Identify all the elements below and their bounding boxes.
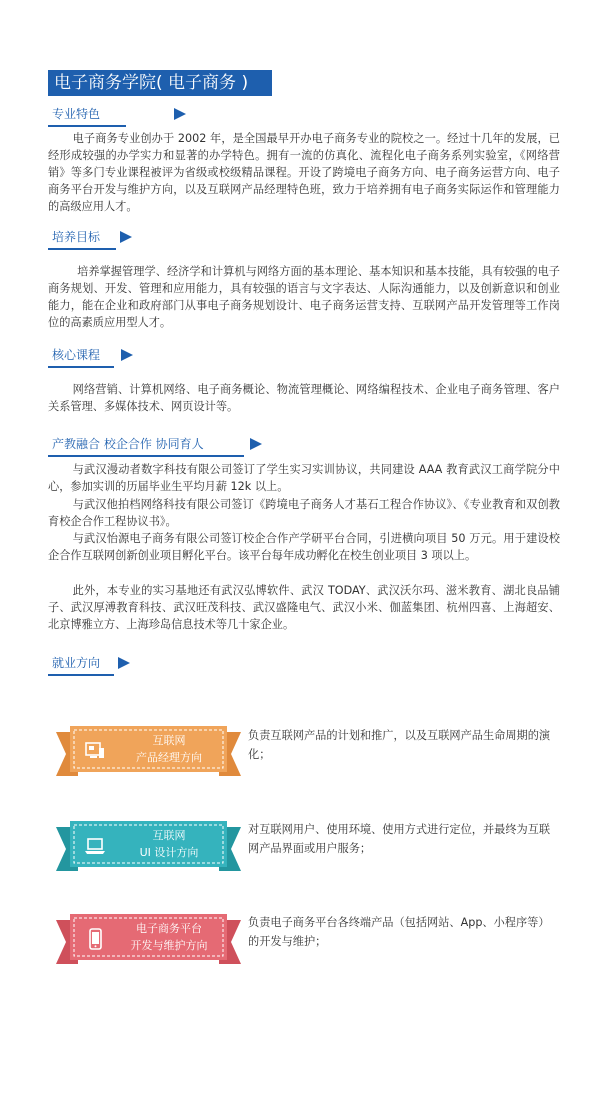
ribbon-label <box>114 732 224 766</box>
career-ribbon-platform-dev <box>56 908 241 970</box>
ribbon-line1: 互联网 <box>152 829 186 842</box>
ribbon-line2: 产品经理方向 <box>136 751 202 764</box>
section-title: 就业方向 <box>52 656 101 670</box>
section-underline <box>48 455 244 457</box>
ribbon-line1: 互联网 <box>152 734 186 747</box>
ribbon-label <box>114 827 224 861</box>
ribbon-line1: 电子商务平台 <box>136 922 202 935</box>
college-name: 电子商务学院 <box>54 73 156 93</box>
laptop-icon <box>84 835 106 857</box>
section-underline <box>48 366 114 368</box>
section-header-courses <box>48 347 148 367</box>
integration-paragraph: 与武汉怡源电子商务有限公司签订校企合作产学研平台合同，引进横向项目 50 万元。用于建设校企合作互联网创新创业项目孵化平台。该平台每年成功孵化在校生创业项目 3 项以上。 <box>48 532 560 562</box>
career-description: 负责电子商务平台各终端产品（包括网站、App、小程序等）的开发与维护； <box>248 916 550 948</box>
career-description: 对互联网用户、使用环境、使用方式进行定位，并最终为互联网产品界面或用户服务； <box>248 823 551 855</box>
arrow-icon <box>250 438 262 450</box>
ribbon-line2: 开发与维护方向 <box>130 939 208 952</box>
section-header-integration <box>48 436 278 456</box>
major-name: ( 电子商务 ) <box>156 73 249 93</box>
features-paragraph: 电子商务专业创办于 2002 年，是全国最早开办电子商务专业的院校之一。经过十几年的发展，已经形成较强的办学实力和显著的办学特色。拥有一流的仿真化、流程化电子商务系列实验室，《网络营销》等多门专业课程被评为省级或校级精品课程。开设了跨境电子商务方向、电子商务运营方向、电子商务平台开发与维护方向，以及互联网产品经理特色班，致力于培养拥有电子商务实际运作和管理能力的高级应用人才。 <box>48 132 560 213</box>
page-title <box>48 70 272 96</box>
section-header-features <box>48 106 148 126</box>
section-underline <box>48 125 126 127</box>
section-title: 核心课程 <box>52 348 101 362</box>
section-title: 专业特色 <box>52 107 101 121</box>
integration-paragraph: 与武汉他拍档网络科技有限公司签订《跨境电子商务人才基石工程合作协议》、《专业教育和双创教育校企合作工程协议书》。 <box>48 498 560 528</box>
integration-paragraph: 与武汉漫动者数字科技有限公司签订了学生实习实训协议，共同建设 AAA 教育武汉工商学院分中心，参加实训的历届毕业生平均月薪 12k 以上。 <box>48 463 560 493</box>
section-underline <box>48 248 116 250</box>
section-header-careers <box>48 655 148 675</box>
section-title: 产教融合 校企合作 协同育人 <box>52 437 204 451</box>
arrow-icon <box>121 349 133 361</box>
arrow-icon <box>118 657 130 669</box>
section-underline <box>48 674 114 676</box>
ribbon-label <box>114 920 224 954</box>
arrow-icon <box>174 108 186 120</box>
ribbon-line2: UI 设计方向 <box>139 846 199 859</box>
section-title: 培养目标 <box>52 230 101 244</box>
goals-paragraph: 培养掌握管理学、经济学和计算机与网络方面的基本理论、基本知识和基本技能，具有较强的电子商务规划、开发、管理和应用能力，具有较强的语言与文字表达、人际沟通能力，以及创新意识和创业能力，能在企业和政府部门从事电子商务规划设计、电子商务运营支持、互联网产品开发管理等工作岗位的高素质应用型人才。 <box>48 265 560 329</box>
section-header-goals <box>48 229 148 249</box>
career-ribbon-ui-design <box>56 815 241 877</box>
career-description: 负责互联网产品的计划和推广，以及互联网产品生命周期的演化； <box>248 729 551 761</box>
phone-icon <box>84 928 106 950</box>
monitor-icon <box>84 740 106 762</box>
courses-paragraph: 网络营销、计算机网络、电子商务概论、物流管理概论、网络编程技术、企业电子商务管理、客户关系管理、多媒体技术、网页设计等。 <box>48 383 560 413</box>
arrow-icon <box>120 231 132 243</box>
career-ribbon-product-manager <box>56 720 241 782</box>
integration-paragraph: 此外，本专业的实习基地还有武汉弘博软件、武汉 TODAY、武汉沃尔玛、滋米教育、湖北良品铺子、武汉厚溥教育科技、武汉旺茂科技、武汉盛隆电气、武汉小米、伽蓝集团、杭州四喜、上海超安、北京博雅立方、上海珍岛信息技术等几十家企业。 <box>48 584 560 631</box>
